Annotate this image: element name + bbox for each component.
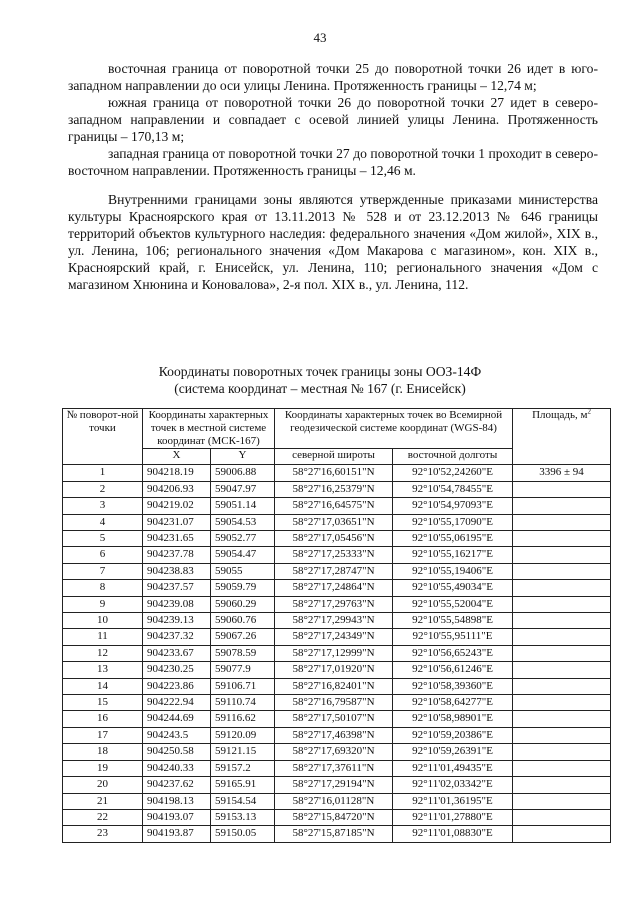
longitude-cell: 92°11'01,36195"E (393, 793, 513, 809)
x-cell: 904237.32 (143, 629, 211, 645)
latitude-cell: 58°27'16,82401"N (275, 678, 393, 694)
point-number-cell: 22 (63, 809, 143, 825)
table-row (63, 629, 611, 645)
x-cell: 904239.08 (143, 596, 211, 612)
area-cell (513, 547, 611, 563)
point-number-cell: 10 (63, 613, 143, 629)
table-row (63, 826, 611, 842)
table-body (63, 465, 611, 842)
point-number-cell: 23 (63, 826, 143, 842)
header-x: X (143, 449, 211, 465)
y-cell: 59054.53 (211, 514, 275, 530)
longitude-cell: 92°11'01,08830"E (393, 826, 513, 842)
table-heading (0, 363, 640, 397)
table-row (63, 695, 611, 711)
area-cell (513, 777, 611, 793)
y-cell: 59150.05 (211, 826, 275, 842)
latitude-cell: 58°27'15,84720"N (275, 809, 393, 825)
table-row (63, 613, 611, 629)
header-latitude: северной широты (275, 449, 393, 465)
longitude-cell: 92°10'55,19406"E (393, 563, 513, 579)
latitude-cell: 58°27'17,46398"N (275, 727, 393, 743)
y-cell: 59120.09 (211, 727, 275, 743)
area-cell (513, 727, 611, 743)
longitude-cell: 92°10'52,24260"E (393, 465, 513, 481)
latitude-cell: 58°27'17,24349"N (275, 629, 393, 645)
latitude-cell: 58°27'17,69320"N (275, 744, 393, 760)
table-row (63, 711, 611, 727)
header-local-coords: Координаты характерных точек в местной системе координат (МСК-167) (143, 409, 275, 449)
y-cell: 59055 (211, 563, 275, 579)
longitude-cell: 92°10'54,78455"E (393, 481, 513, 497)
x-cell: 904237.78 (143, 547, 211, 563)
area-cell (513, 793, 611, 809)
x-cell: 904219.02 (143, 498, 211, 514)
y-cell: 59060.29 (211, 596, 275, 612)
y-cell: 59077.9 (211, 662, 275, 678)
point-number-cell: 12 (63, 645, 143, 661)
longitude-cell: 92°11'01,27880"E (393, 809, 513, 825)
table-row (63, 514, 611, 530)
area-cell (513, 613, 611, 629)
table-row (63, 662, 611, 678)
latitude-cell: 58°27'17,50107"N (275, 711, 393, 727)
header-area (513, 409, 611, 465)
longitude-cell: 92°11'02,03342"E (393, 777, 513, 793)
table-row (63, 596, 611, 612)
point-number-cell: 16 (63, 711, 143, 727)
table-row (63, 645, 611, 661)
latitude-cell: 58°27'17,29943"N (275, 613, 393, 629)
x-cell: 904231.07 (143, 514, 211, 530)
latitude-cell: 58°27'17,12999"N (275, 645, 393, 661)
paragraph-west-boundary: западная граница от поворотной точки 27 до поворотной точки 1 проходит в северо-восточном направлении. Протяженность границы – 12,46 м. (68, 146, 598, 178)
y-cell: 59116.62 (211, 711, 275, 727)
point-number-cell: 7 (63, 563, 143, 579)
latitude-cell: 58°27'16,25379"N (275, 481, 393, 497)
longitude-cell: 92°10'58,64277"E (393, 695, 513, 711)
header-area-sup: 2 (587, 408, 591, 416)
latitude-cell: 58°27'17,28747"N (275, 563, 393, 579)
longitude-cell: 92°10'59,20386"E (393, 727, 513, 743)
x-cell: 904233.67 (143, 645, 211, 661)
y-cell: 59157.2 (211, 760, 275, 776)
x-cell: 904223.86 (143, 678, 211, 694)
area-cell (513, 809, 611, 825)
point-number-cell: 18 (63, 744, 143, 760)
table-row (63, 727, 611, 743)
latitude-cell: 58°27'16,01128"N (275, 793, 393, 809)
header-area-label: Площадь, м (532, 409, 588, 421)
y-cell: 59054.47 (211, 547, 275, 563)
header-longitude: восточной долготы (393, 449, 513, 465)
header-wgs-coords: Координаты характерных точек во Всемирной геодезической системе координат (WGS-84) (275, 409, 513, 449)
x-cell: 904239.13 (143, 613, 211, 629)
point-number-cell: 19 (63, 760, 143, 776)
table-row (63, 563, 611, 579)
paragraph-east-boundary: восточная граница от поворотной точки 25 до поворотной точки 26 идет в юго-западном направлении до оси улицы Ленина. Протяженность границы – 12,74 м; (68, 61, 598, 93)
header-point-number: № поворот-ной точки (63, 409, 143, 465)
area-cell (513, 531, 611, 547)
point-number-cell: 3 (63, 498, 143, 514)
y-cell: 59059.79 (211, 580, 275, 596)
longitude-cell: 92°10'56,65243"E (393, 645, 513, 661)
y-cell: 59165.91 (211, 777, 275, 793)
point-number-cell: 5 (63, 531, 143, 547)
area-cell (513, 563, 611, 579)
point-number-cell: 6 (63, 547, 143, 563)
table-row (63, 760, 611, 776)
y-cell: 59052.77 (211, 531, 275, 547)
y-cell: 59047.97 (211, 481, 275, 497)
paragraph-south-boundary: южная граница от поворотной точки 26 до поворотной точки 27 идет в северо-западном направлении и совпадает с осевой линией улицы Ленина. Протяженность границы – 170,13 м; (68, 95, 598, 144)
x-cell: 904198.13 (143, 793, 211, 809)
point-number-cell: 21 (63, 793, 143, 809)
latitude-cell: 58°27'17,25333"N (275, 547, 393, 563)
x-cell: 904231.65 (143, 531, 211, 547)
table-row (63, 498, 611, 514)
point-number-cell: 20 (63, 777, 143, 793)
area-cell (513, 744, 611, 760)
longitude-cell: 92°10'55,49034"E (393, 580, 513, 596)
body-text (68, 60, 598, 293)
table-row (63, 793, 611, 809)
longitude-cell: 92°10'58,39360"E (393, 678, 513, 694)
point-number-cell: 8 (63, 580, 143, 596)
area-cell (513, 629, 611, 645)
latitude-cell: 58°27'17,01920"N (275, 662, 393, 678)
area-cell (513, 645, 611, 661)
table-row (63, 777, 611, 793)
x-cell: 904218.19 (143, 465, 211, 481)
point-number-cell: 15 (63, 695, 143, 711)
table-row (63, 678, 611, 694)
area-cell (513, 760, 611, 776)
latitude-cell: 58°27'16,64575"N (275, 498, 393, 514)
longitude-cell: 92°10'55,16217"E (393, 547, 513, 563)
paragraph-inner-boundaries: Внутренними границами зоны являются утвержденные приказами министерства культуры Красноярского края от 13.11.2013 № 528 и от 23.12.2013 № 646 границы территорий объектов культурного наследия: федерального значения «Дом жилой», XIX в., ул. Ленина, 106; регионального значения «Дом Макарова с магазином», кон. XIX в., Красноярский край, г. Енисейск, ул. Ленина, 110; регионального значения «Дом с магазином Хнюнина и Коновалова», 2-я пол. XIX в., ул. Ленина, 112. (68, 192, 598, 292)
x-cell: 904222.94 (143, 695, 211, 711)
table-row (63, 580, 611, 596)
latitude-cell: 58°27'17,05456"N (275, 531, 393, 547)
table-title-line2: (система координат – местная № 167 (г. Енисейск) (174, 381, 466, 396)
area-cell (513, 596, 611, 612)
point-number-cell: 1 (63, 465, 143, 481)
table-row (63, 744, 611, 760)
area-cell (513, 580, 611, 596)
area-cell (513, 678, 611, 694)
x-cell: 904230.25 (143, 662, 211, 678)
page-number: 43 (313, 30, 327, 45)
table-row (63, 531, 611, 547)
area-cell: 3396 ± 94 (513, 465, 611, 481)
latitude-cell: 58°27'15,87185"N (275, 826, 393, 842)
x-cell: 904237.62 (143, 777, 211, 793)
point-number-cell: 17 (63, 727, 143, 743)
x-cell: 904206.93 (143, 481, 211, 497)
longitude-cell: 92°10'55,52004"E (393, 596, 513, 612)
latitude-cell: 58°27'17,03651"N (275, 514, 393, 530)
table-row (63, 481, 611, 497)
longitude-cell: 92°10'55,06195"E (393, 531, 513, 547)
area-cell (513, 711, 611, 727)
point-number-cell: 11 (63, 629, 143, 645)
area-cell (513, 481, 611, 497)
latitude-cell: 58°27'17,29194"N (275, 777, 393, 793)
latitude-cell: 58°27'16,79587"N (275, 695, 393, 711)
latitude-cell: 58°27'17,29763"N (275, 596, 393, 612)
area-cell (513, 498, 611, 514)
point-number-cell: 4 (63, 514, 143, 530)
x-cell: 904238.83 (143, 563, 211, 579)
y-cell: 59051.14 (211, 498, 275, 514)
longitude-cell: 92°11'01,49435"E (393, 760, 513, 776)
longitude-cell: 92°10'59,26391"E (393, 744, 513, 760)
latitude-cell: 58°27'17,37611"N (275, 760, 393, 776)
y-cell: 59154.54 (211, 793, 275, 809)
longitude-cell: 92°10'58,98901"E (393, 711, 513, 727)
area-cell (513, 826, 611, 842)
y-cell: 59106.71 (211, 678, 275, 694)
header-y: Y (211, 449, 275, 465)
table-row (63, 809, 611, 825)
y-cell: 59110.74 (211, 695, 275, 711)
latitude-cell: 58°27'17,24864"N (275, 580, 393, 596)
longitude-cell: 92°10'56,61246"E (393, 662, 513, 678)
area-cell (513, 695, 611, 711)
longitude-cell: 92°10'55,54898"E (393, 613, 513, 629)
y-cell: 59006.88 (211, 465, 275, 481)
x-cell: 904240.33 (143, 760, 211, 776)
x-cell: 904193.07 (143, 809, 211, 825)
y-cell: 59060.76 (211, 613, 275, 629)
longitude-cell: 92°10'54,97093"E (393, 498, 513, 514)
area-cell (513, 662, 611, 678)
longitude-cell: 92°10'55,17090"E (393, 514, 513, 530)
x-cell: 904237.57 (143, 580, 211, 596)
y-cell: 59153.13 (211, 809, 275, 825)
latitude-cell: 58°27'16,60151"N (275, 465, 393, 481)
point-number-cell: 2 (63, 481, 143, 497)
coordinates-table (62, 408, 611, 843)
x-cell: 904243.5 (143, 727, 211, 743)
x-cell: 904244.69 (143, 711, 211, 727)
x-cell: 904250.58 (143, 744, 211, 760)
area-cell (513, 514, 611, 530)
table-title-line1: Координаты поворотных точек границы зоны ООЗ-14Ф (158, 364, 482, 379)
x-cell: 904193.87 (143, 826, 211, 842)
y-cell: 59067.26 (211, 629, 275, 645)
longitude-cell: 92°10'55,95111"E (393, 629, 513, 645)
point-number-cell: 14 (63, 678, 143, 694)
table-row (63, 465, 611, 481)
y-cell: 59078.59 (211, 645, 275, 661)
y-cell: 59121.15 (211, 744, 275, 760)
table-row (63, 547, 611, 563)
point-number-cell: 9 (63, 596, 143, 612)
point-number-cell: 13 (63, 662, 143, 678)
